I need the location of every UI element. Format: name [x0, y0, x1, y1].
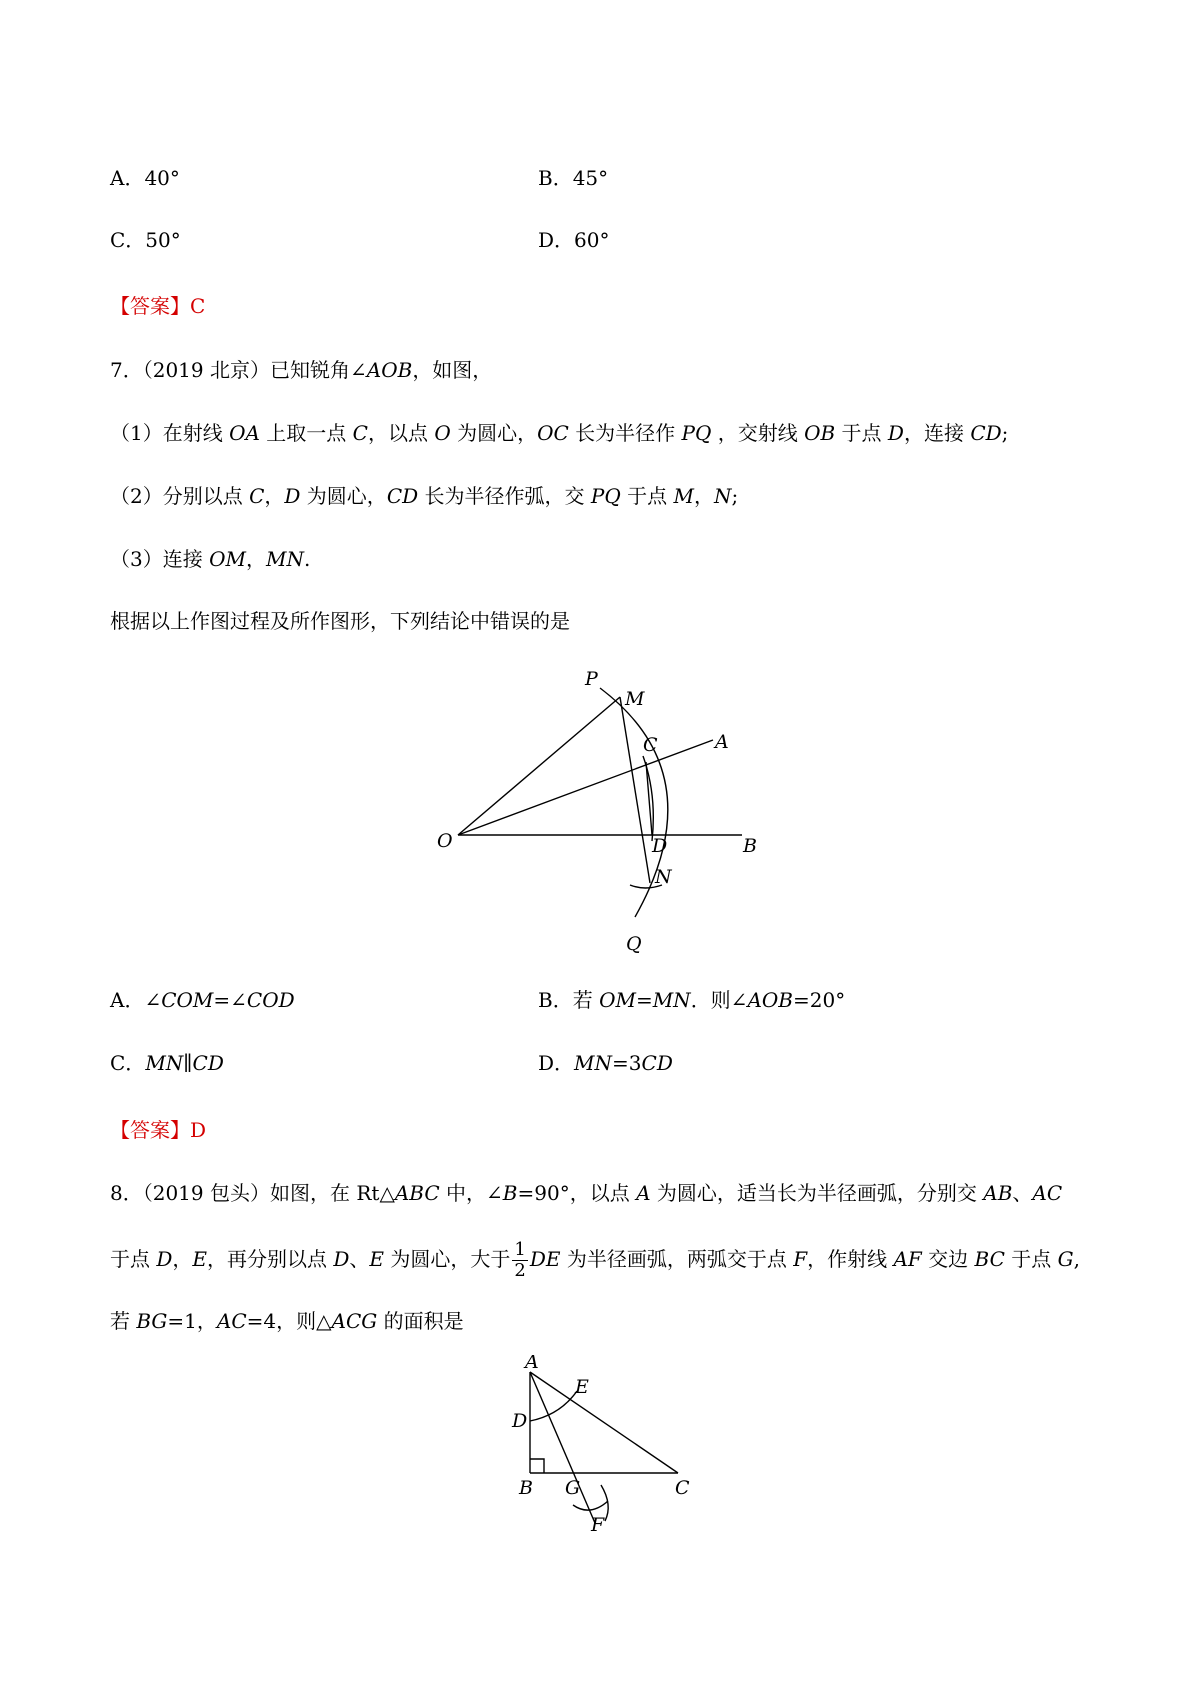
label-f: F	[591, 1514, 605, 1535]
label-o: O	[437, 830, 453, 852]
q7-option-d: D．MN=3CD	[538, 1051, 673, 1075]
label-d: D	[652, 835, 668, 857]
arc-f1	[573, 1501, 608, 1510]
label-a: A	[715, 731, 729, 753]
q6-option-d: D．60°	[538, 228, 610, 252]
label-n: N	[655, 866, 672, 888]
q7-answer	[110, 1117, 206, 1143]
segment-om	[458, 697, 620, 835]
label-m: M	[625, 688, 645, 710]
q6-option-a: A．40°	[110, 166, 180, 190]
label-b: B	[519, 1477, 533, 1499]
q7-stem: 7．（2019 北京）已知锐角∠AOB，如图，	[110, 358, 493, 382]
question-number: 7．	[110, 358, 143, 382]
label-p: P	[585, 668, 598, 690]
label-b: B	[743, 835, 757, 857]
q8-line-3: 若 BG=1，AC=4，则△ACG 的面积是	[110, 1309, 464, 1333]
q7-option-b: B．若 OM=MN．则∠AOB=20°	[538, 988, 846, 1012]
q6-answer	[110, 293, 205, 319]
segment-cd	[646, 762, 652, 835]
q6-option-c: C．50°	[110, 228, 181, 252]
q7-option-a: A．∠COM=∠COD	[110, 988, 295, 1012]
label-q: Q	[626, 933, 642, 955]
label-g: G	[565, 1477, 581, 1499]
answer-value: D	[190, 1118, 207, 1142]
segment-mn	[620, 697, 650, 883]
fraction-half: $\frac{1}{2}$	[514, 1239, 526, 1281]
question-source: （2019 包头）	[142, 1181, 270, 1205]
ray-oa	[458, 740, 713, 835]
q8-line-1: 8．（2019 包头）如图，在 Rt△ABC 中，∠B=90°，以点 A 为圆心，适当长为半径画弧，分别交 AB、AC	[110, 1181, 1063, 1205]
label-c: C	[675, 1477, 690, 1499]
arc-de	[530, 1391, 577, 1421]
q7-step-1: （1）在射线 OA 上取一点 C，以点 O 为圆心，OC 长为半径作 PQ ，交射线 OB 于点 D，连接 CD;	[110, 421, 1009, 445]
q6-option-b: B．45°	[538, 166, 609, 190]
question-number: 8．	[110, 1181, 143, 1205]
label-d: D	[512, 1410, 528, 1432]
q7-step-3: （3）连接 OM，MN.	[110, 547, 311, 571]
q8-figure	[505, 1355, 705, 1535]
label-a: A	[525, 1355, 539, 1373]
question-source: （2019 北京）	[142, 358, 270, 382]
q8-line-2: 于点 D，E，再分别以点 D、E 为圆心，大于 $\frac{1}{2}$ DE 为半径画弧，两弧交于点 F，作射线 AF 交边 BC 于点 G,	[110, 1239, 1080, 1281]
right-angle-mark	[530, 1459, 544, 1473]
q7-question: 根据以上作图过程及所作图形，下列结论中错误的是	[110, 609, 570, 633]
answer-label: 【答案】	[110, 294, 190, 318]
q7-figure	[430, 655, 770, 960]
q7-option-c: C．MN∥CD	[110, 1051, 224, 1075]
q7-step-2: （2）分别以点 C，D 为圆心，CD 长为半径作弧，交 PQ 于点 M，N;	[110, 484, 739, 508]
label-c: C	[643, 734, 658, 756]
label-e: E	[575, 1376, 589, 1398]
answer-label: 【答案】	[110, 1118, 190, 1142]
answer-value: C	[190, 294, 206, 318]
